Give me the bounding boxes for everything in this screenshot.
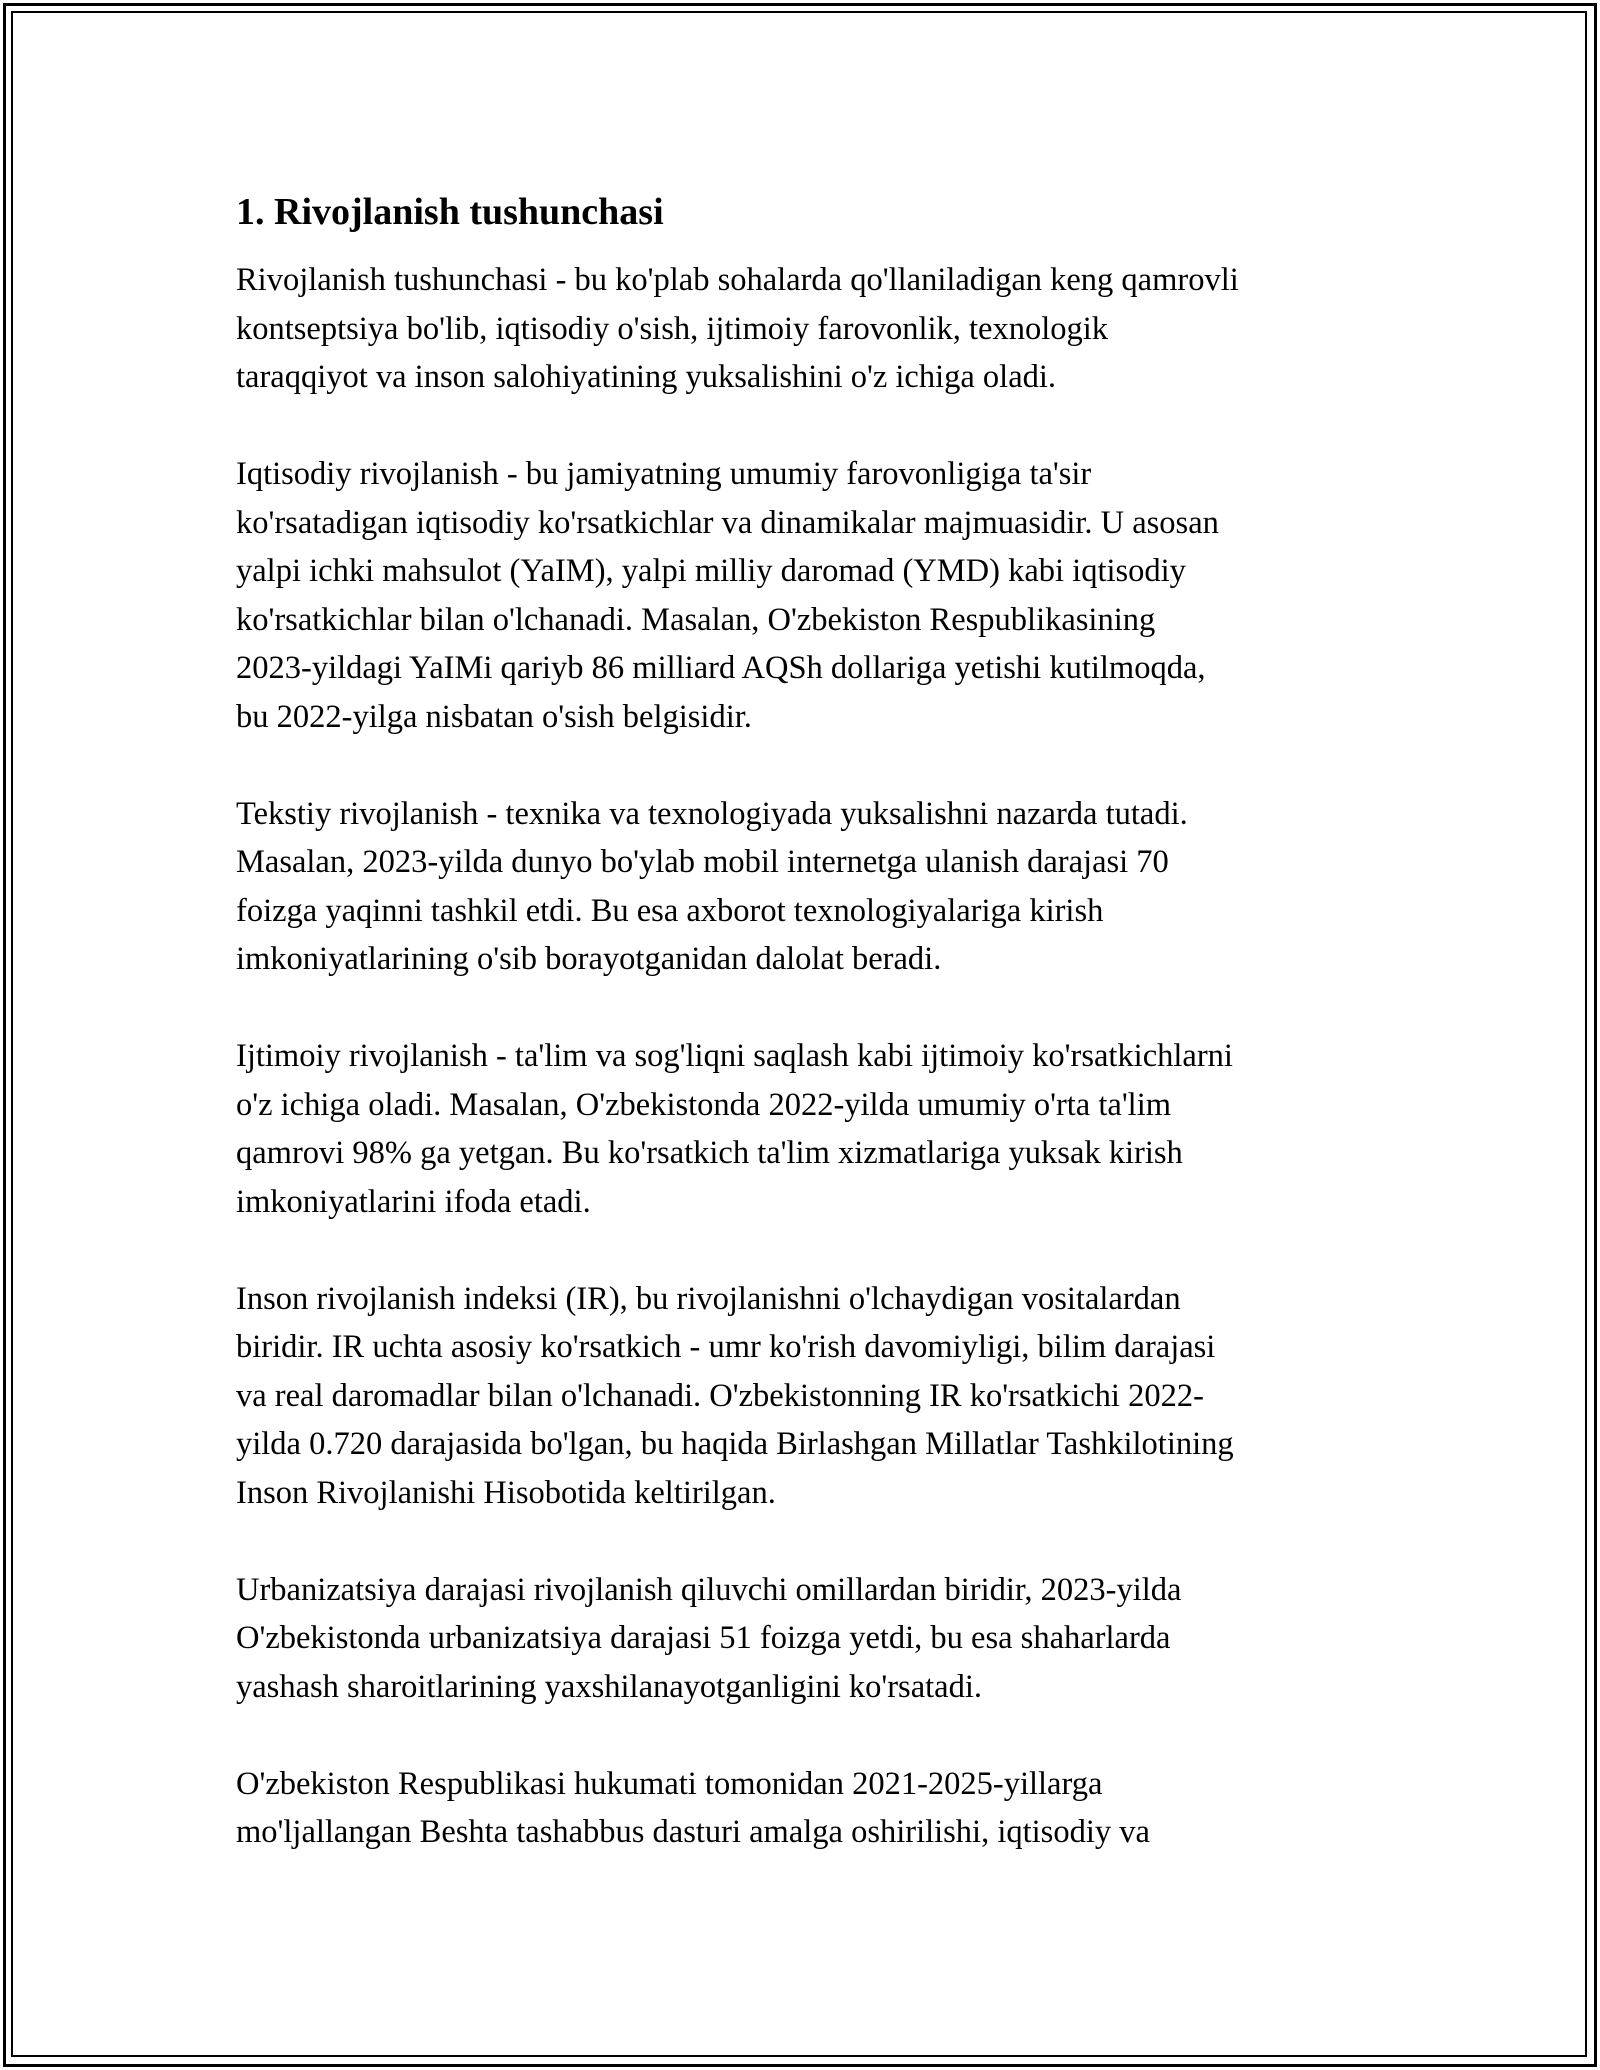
section-heading: 1. Rivojlanish tushunchasi bbox=[236, 191, 664, 233]
paragraph-line: Masalan, 2023-yilda dunyo bo'ylab mobil internetga ulanish darajasi 70 bbox=[236, 844, 1169, 880]
paragraph-line: taraqqiyot va inson salohiyatining yuksalishini o'z ichiga oladi. bbox=[236, 359, 1057, 395]
paragraph-line: Inson Rivojlanishi Hisobotida keltirilgan. bbox=[236, 1474, 776, 1511]
paragraph-line: yashash sharoitlarining yaxshilanayotganligini ko'rsatadi. bbox=[236, 1668, 982, 1705]
paragraph-iqtisodiy-rivojlanish bbox=[236, 450, 1376, 741]
paragraph-line: Inson rivojlanish indeksi (IR), bu rivojlanishni o'lchaydigan vositalardan bbox=[236, 1280, 1181, 1317]
paragraph-urbanizatsiya bbox=[236, 1566, 1376, 1712]
paragraph-line: O'zbekiston Respublikasi hukumati tomonidan 2021-2025-yillarga bbox=[236, 1765, 1103, 1802]
paragraph-line: o'z ichiga oladi. Masalan, O'zbekistonda 2022-yilda umumiy o'rta ta'lim bbox=[236, 1086, 1172, 1123]
paragraph-line: yilda 0.720 darajasida bo'lgan, bu haqida Birlashgan Millatlar Tashkilotining bbox=[236, 1426, 1234, 1462]
paragraph-line: Ijtimoiy rivojlanish - ta'lim va sog'liqni saqlash kabi ijtimoiy ko'rsatkichlarni bbox=[236, 1038, 1233, 1074]
paragraph-line: foizga yaqinni tashkil etdi. Bu esa axborot texnologiyalariga kirish bbox=[236, 892, 1104, 929]
paragraph-line: qamrovi 98% ga yetgan. Bu ko'rsatkich ta'lim xizmatlariga yuksak kirish bbox=[236, 1135, 1183, 1171]
paragraph-line: va real daromadlar bilan o'lchanadi. O'zbekistonning IR ko'rsatkichi 2022- bbox=[236, 1377, 1204, 1414]
paragraph-line: ko'rsatadigan iqtisodiy ko'rsatkichlar va dinamikalar majmuasidir. U asosan bbox=[236, 504, 1219, 541]
paragraph-line: Tekstiy rivojlanish - texnika va texnologiyada yuksalishni nazarda tutadi. bbox=[236, 795, 1188, 832]
paragraph-line: Rivojlanish tushunchasi - bu ko'plab sohalarda qo'llaniladigan keng qamrovli bbox=[236, 262, 1239, 298]
paragraph-hukumat-dasturi bbox=[236, 1760, 1376, 1857]
paragraph-line: biridir. IR uchta asosiy ko'rsatkich - umr ko'rish davomiyligi, bilim darajasi bbox=[236, 1329, 1216, 1365]
paragraph-ijtimoiy-rivojlanish bbox=[236, 1032, 1376, 1226]
paragraph-line: kontseptsiya bo'lib, iqtisodiy o'sish, ijtimoiy farovonlik, texnologik bbox=[236, 310, 1109, 347]
paragraph-line: O'zbekistonda urbanizatsiya darajasi 51 foizga yetdi, bu esa shaharlarda bbox=[236, 1620, 1171, 1656]
paragraph-line: Urbanizatsiya darajasi rivojlanish qiluvchi omillardan biridir, 2023-yilda bbox=[236, 1571, 1182, 1608]
paragraph-line: yalpi ichki mahsulot (YaIM), yalpi milliy daromad (YMD) kabi iqtisodiy bbox=[236, 553, 1186, 589]
paragraph-line: mo'ljallangan Beshta tashabbus dasturi amalga oshirilishi, iqtisodiy va bbox=[236, 1814, 1150, 1850]
paragraph-line: 2023-yildagi YaIMi qariyb 86 milliard AQSh dollariga yetishi kutilmoqda, bbox=[236, 650, 1206, 686]
paragraph-rivojlanish-tushunchasi bbox=[236, 256, 1376, 402]
paragraph-line: bu 2022-yilga nisbatan o'sish belgisidir. bbox=[236, 698, 752, 735]
paragraph-line: Iqtisodiy rivojlanish - bu jamiyatning umumiy farovonligiga ta'sir bbox=[236, 456, 1092, 492]
paragraph-tekstiy-rivojlanish bbox=[236, 790, 1376, 984]
paragraph-line: imkoniyatlarining o'sib borayotganidan dalolat beradi. bbox=[236, 941, 942, 977]
paragraph-line: imkoniyatlarini ifoda etadi. bbox=[236, 1183, 591, 1220]
document-body bbox=[236, 184, 1376, 1905]
paragraph-inson-rivojlanish-indeksi bbox=[236, 1275, 1376, 1518]
paragraph-line: ko'rsatkichlar bilan o'lchanadi. Masalan, O'zbekiston Respublikasining bbox=[236, 601, 1156, 638]
